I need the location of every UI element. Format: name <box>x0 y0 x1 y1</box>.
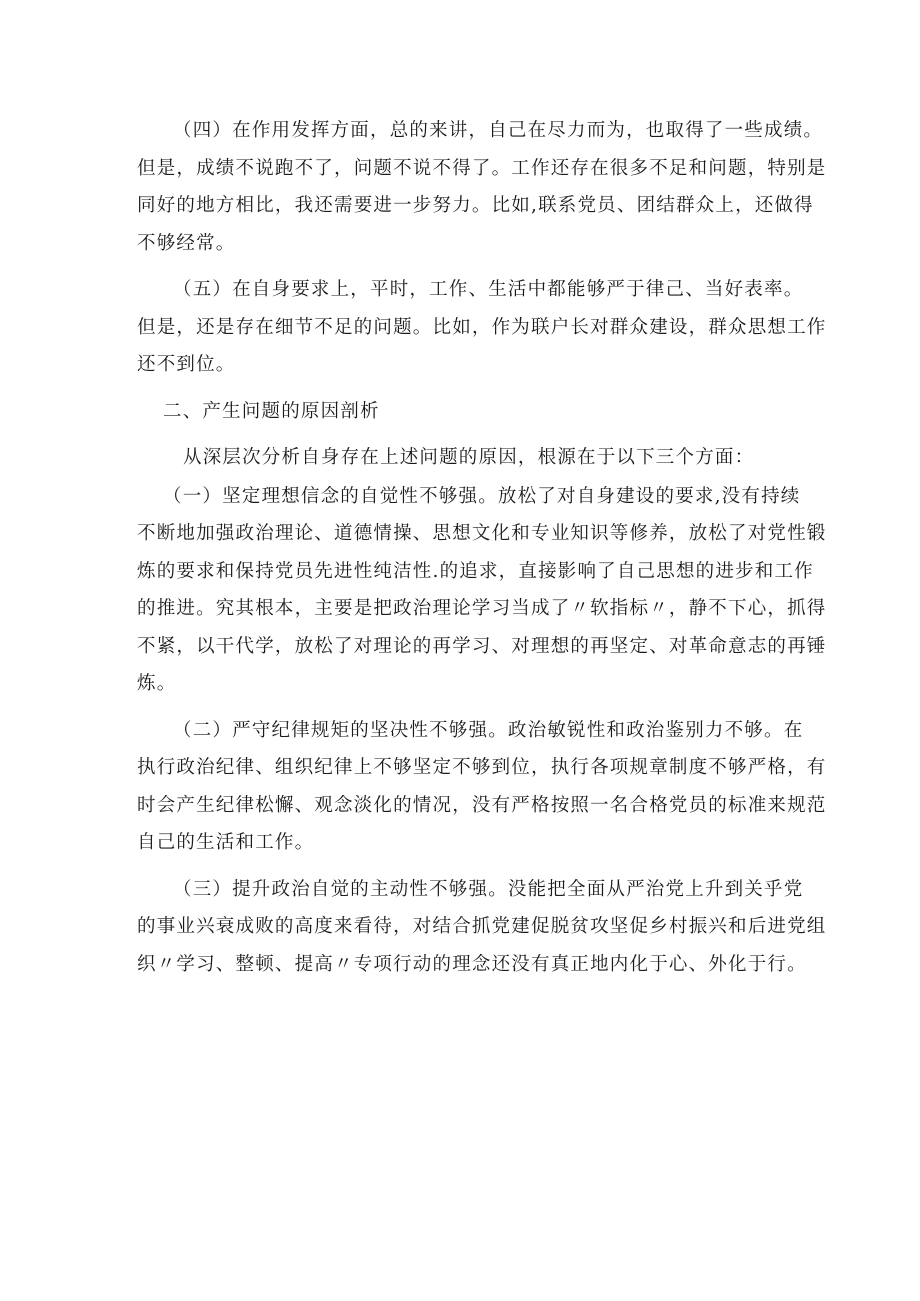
document-page <box>137 112 827 992</box>
text-line: 的推进。究其根本，主要是把政治理论学习当成了〃软指标〃，静不下心，抓得 <box>137 598 827 619</box>
text-line: （四）在作用发挥方面，总的来讲，自己在尽力而为，也取得了一些成绩。 <box>173 120 824 141</box>
text-line: 时会产生纪律松懈、观念淡化的情况，没有严格按照一名合格党员的标准来规范 <box>137 794 827 816</box>
text-line: （二）严守纪律规矩的坚决性不够强。政治敏锐性和政治鉴别力不够。在 <box>173 719 804 741</box>
text-line: 但是，成绩不说跑不了，问题不说不得了。工作还存在很多不足和问题，特别是 <box>137 157 827 179</box>
section-heading: 二、产生问题的原因剖析 <box>163 400 380 422</box>
paragraph-cause-three <box>137 871 827 984</box>
paragraph-cause-one <box>137 478 827 703</box>
text-line: 不紧，以干代学，放松了对理论的再学习、对理想的再坚定、对革命意志的再锤 <box>137 635 827 657</box>
text-line: 但是，还是存在细节不足的问题。比如，作为联户长对群众建设，群众思想工作 <box>137 316 827 338</box>
paragraph-section-five <box>137 271 827 384</box>
text-line: （五）在自身要求上，平时，工作、生活中都能够严于律己、当好表率。 <box>173 279 804 300</box>
paragraph-section-four <box>137 112 827 262</box>
text-line: （三）提升政治自觉的主动性不够强。没能把全面从严治党上升到关乎党 <box>173 878 804 900</box>
text-line: 的事业兴衰成败的高度来看待，对结合抓党建促脱贫攻坚促乡村振兴和后进党组 <box>137 916 827 937</box>
text-line: 不断地加强政治理论、道德情操、思想文化和专业知识等修养，放松了对党性锻 <box>137 523 827 544</box>
text-line: 自己的生活和工作。 <box>137 832 315 853</box>
intro-paragraph: 从深层次分析自身存在上述问题的原因，根源在于以下三个方面： <box>183 447 755 468</box>
text-line: 炼的要求和保持党员先进性纯洁性.的追求，直接影响了自己思想的进步和工作 <box>137 560 814 582</box>
text-line: 织〃学习、整顿、提高〃专项行动的理念还没有真正地内化于心、外化于行。 <box>137 953 807 975</box>
text-line: 不够经常。 <box>137 232 236 254</box>
text-line: 同好的地方相比，我还需要进一步努力。比如,联系党员、团结群众上，还做得 <box>137 195 814 216</box>
text-line: 炼。 <box>137 673 177 694</box>
text-line: 执行政治纪律、组织纪律上不够坚定不够到位，执行各项规章制度不够严格，有 <box>137 757 827 778</box>
text-line: （一）坚定理想信念的自觉性不够强。放松了对自身建设的要求,没有持续 <box>163 485 801 507</box>
paragraph-cause-two <box>137 712 827 862</box>
text-line: 还不到位。 <box>137 354 236 375</box>
